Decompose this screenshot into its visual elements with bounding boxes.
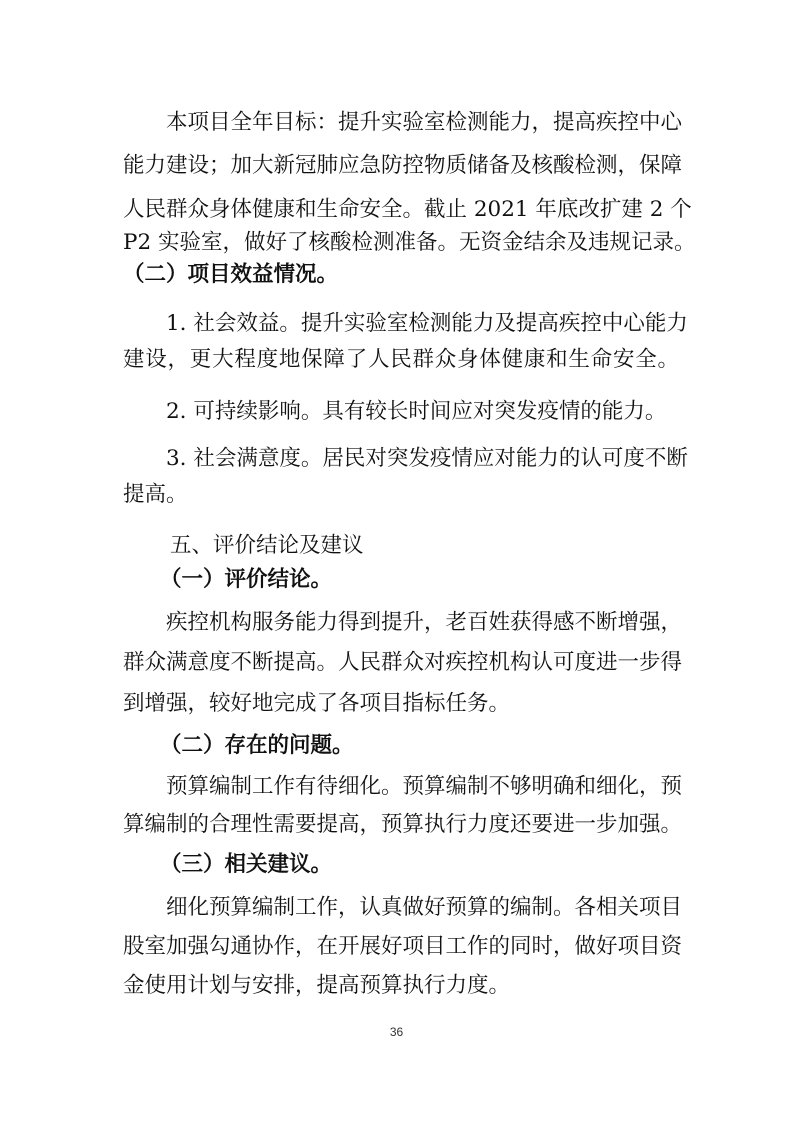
problems-line-1: 预算编制工作有待细化。预算编制不够明确和细化，预: [166, 774, 683, 799]
conclusion-line-1: 疾控机构服务能力得到提升，老百姓获得感不断增强，: [166, 610, 683, 635]
benefit1-line-2: 建设，更大程度地保障了人民群众身体健康和生命安全。: [123, 347, 679, 372]
benefit3-line-1: 3. 社会满意度。居民对突发疫情应对能力的认可度不断: [166, 446, 688, 471]
heading-project-benefit: （二）项目效益情况。: [123, 262, 339, 287]
para1-line-3: 人民群众身体健康和生命安全。截止 2021 年底改扩建 2 个: [123, 197, 692, 222]
page-number: 36: [389, 1025, 404, 1039]
heading-related-suggestions: （三）相关建议。: [160, 852, 333, 877]
benefit1-line-1: 1. 社会效益。提升实验室检测能力及提高疾控中心能力: [166, 311, 688, 336]
suggestions-line-2: 股室加强勾通协作，在开展好项目工作的同时，做好项目资: [123, 934, 683, 959]
para1-line-1: 本项目全年目标：提升实验室检测能力，提高疾控中心: [166, 110, 683, 135]
heading-evaluation-conclusion: （一）评价结论。: [160, 567, 333, 592]
para1-line-4: P2 实验室，做好了核酸检测准备。无资金结余及违规记录。: [123, 230, 696, 255]
suggestions-line-3: 金使用计划与安排，提高预算执行力度。: [123, 973, 511, 998]
conclusion-line-3: 到增强，较好地完成了各项目指标任务。: [123, 691, 511, 716]
benefit2-text: 2. 可持续影响。具有较长时间应对突发疫情的能力。: [166, 399, 667, 424]
section5-title: 五、评价结论及建议: [170, 533, 364, 558]
benefit3-line-2: 提高。: [123, 482, 188, 507]
heading-existing-problems: （二）存在的问题。: [160, 733, 354, 758]
suggestions-line-1: 细化预算编制工作，认真做好预算的编制。各相关项目: [166, 895, 683, 920]
problems-line-2: 算编制的合理性需要提高，预算执行力度还要进一步加强。: [123, 812, 683, 837]
para1-line-2: 能力建设；加大新冠肺应急防控物质储备及核酸检测，保障: [123, 153, 683, 178]
conclusion-line-2: 群众满意度不断提高。人民群众对疾控机构认可度进一步得: [123, 650, 683, 675]
